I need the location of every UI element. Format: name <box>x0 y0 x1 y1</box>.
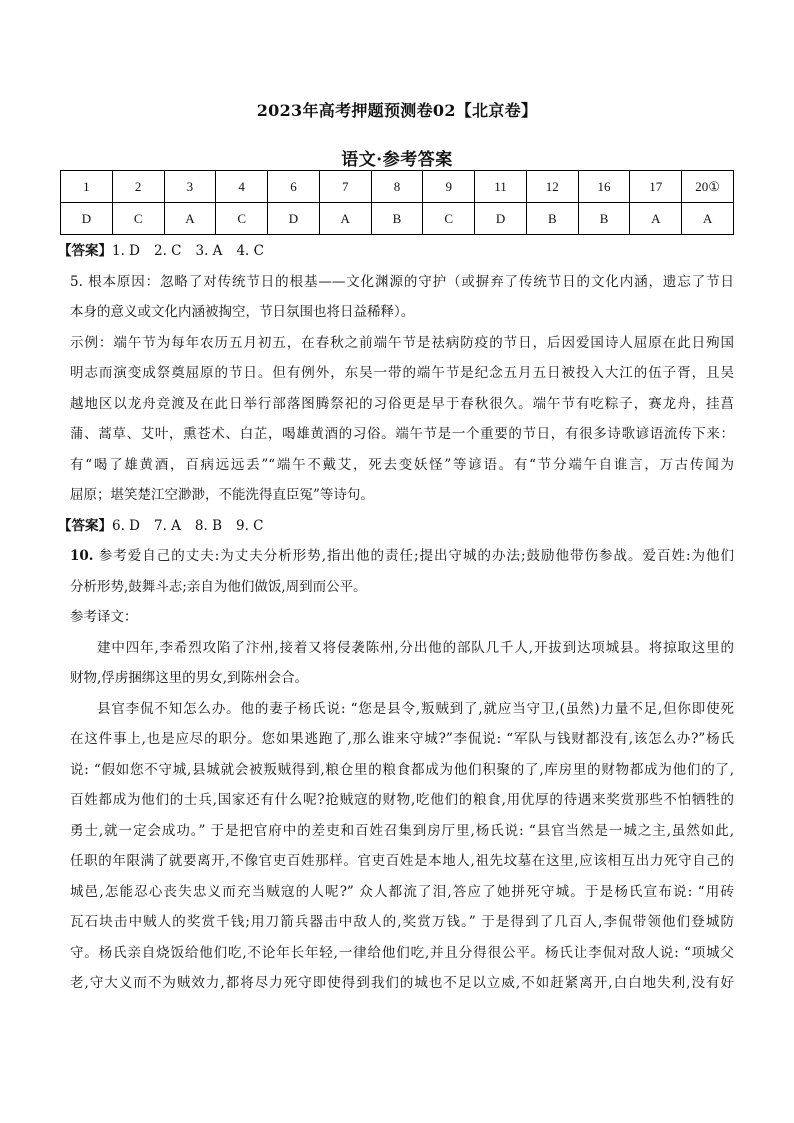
answer-item: 9. C <box>236 517 264 534</box>
question-number-cell: 11 <box>475 171 527 203</box>
example-line: 明志而演变成祭奠屈原的节日。但有例外，东吴一带的端午节是纪念五月五日被投入大江的伍子胥，且吴 <box>70 365 734 381</box>
q5-answer-line: 本身的意义或文化内涵被掏空，节日氛围也将日益稀释）。 <box>70 304 415 320</box>
question-number-cell: 4 <box>216 171 268 203</box>
question-number-cell: 17 <box>630 171 682 203</box>
answer-cell: A <box>682 203 734 235</box>
question-number-cell: 12 <box>526 171 578 203</box>
example-line: 越地区以龙舟竞渡及在此日举行部落图腾祭祀的习俗更是早于春秋很久。端午节有吃粽子，赛龙舟，挂菖 <box>70 395 734 412</box>
answer-cell: A <box>164 203 216 235</box>
answer-table <box>60 170 734 235</box>
answer-cell: A <box>630 203 682 235</box>
translation-line: 瓦石块击中贼人的奖赏千钱;用刀箭兵器击中敌人的,奖赏万钱。” 于是得到了几百人,李侃带领他们登城防 <box>70 914 734 930</box>
question-number-cell: 3 <box>164 171 216 203</box>
answer-cell: C <box>423 203 475 235</box>
example-line: 示例：端午节为每年农历五月初五，在春秋之前端午节是祛病防疫的节日，后因爱国诗人屈原在此日殉国 <box>70 334 734 351</box>
question-number-cell: 16 <box>578 171 630 203</box>
answer-cell: D <box>268 203 320 235</box>
question-number-cell: 9 <box>423 171 475 203</box>
question-number-row <box>61 171 734 203</box>
translation-line: 勇士,就一定会成功。” 于是把官府中的差吏和百姓召集到房厅里,杨氏说: “县官当然是一城之主,虽然如此, <box>70 822 734 839</box>
translation-line: 财物,俘虏捆绑这里的男女,到陈州会合。 <box>70 670 309 686</box>
answer-item: 8. B <box>194 517 223 534</box>
answer-line-1-4 <box>58 236 734 267</box>
q10-answer-line: 分析形势,鼓舞斗志;亲自为他们做饭,周到而公平。 <box>70 578 367 595</box>
question-number-cell: 2 <box>112 171 164 203</box>
example-line: 蒲、蒿草、艾叶，熏苍术、白芷，喝雄黄酒的习俗。端午节是一个重要的节日，有很多诗歌谚语流传下来： <box>70 426 734 442</box>
answer-item: 6. D <box>112 517 140 534</box>
answer-item: 1. D <box>112 243 140 259</box>
answer-cell: A <box>319 203 371 235</box>
question-number-cell: 6 <box>268 171 320 203</box>
answer-cell: B <box>578 203 630 235</box>
question-number-cell: 1 <box>61 171 113 203</box>
example-line: 屈原；堪笑楚江空渺渺，不能洗得直臣冤”等诗句。 <box>70 487 374 503</box>
document-title: 2023年高考押题预测卷02【北京卷】 <box>256 101 538 120</box>
translation-line: 说: “假如您不守城,县城就会被叛贼得到,粮仓里的粮食都成为他们积聚的了,库房里的财物都成为他们的了, <box>70 761 734 778</box>
answer-label: 【答案】 <box>58 517 112 534</box>
answer-cell: B <box>371 203 423 235</box>
answer-cell: C <box>112 203 164 235</box>
question-number-cell: 20① <box>682 171 734 203</box>
translation-line: 在这件事上,也是应尽的职分。您如果逃跑了,那么谁来守城?”李侃说: “军队与钱财都没有,该怎么办?”杨氏 <box>70 731 734 747</box>
answer-line-6-9 <box>58 511 734 542</box>
example-line: 有“喝了雄黄酒，百病远远丢”“端午不戴艾，死去变妖怪”等谚语。有“节分端午自谁言，万古传闻为 <box>70 456 734 473</box>
q10-answer-line <box>70 541 734 572</box>
translation-line: 老,守大义而不为贼效力,都将尽力死守即使得到我们的城也不足以立威,不如赶紧离开,白白地失利,没有好 <box>70 975 734 991</box>
answer-item: 2. C <box>154 243 182 259</box>
answer-cell: D <box>475 203 527 235</box>
translation-line: 城邑,怎能忍心丧失忠义而充当贼寇的人呢?” 众人都流了泪,答应了她拼死守城。于是杨氏宣布说: “用砖 <box>70 883 734 900</box>
q10-number: 10. <box>70 548 94 564</box>
answer-body <box>58 236 734 999</box>
question-number-cell: 8 <box>371 171 423 203</box>
translation-label: 参考译文： <box>70 609 138 625</box>
translation-line: 守。杨氏亲自烧饭给他们吃,不论年长年轻,一律给他们吃,并且分得很公平。杨氏让李侃对敌人说: “项城父 <box>70 944 734 961</box>
translation-line: 百姓都成为他们的士兵,国家还有什么呢?抢贼寇的财物,吃他们的粮食,用优厚的待遇来奖赏那些不怕牺牲的 <box>70 792 734 808</box>
answer-item: 3. A <box>195 243 223 259</box>
translation-line: 建中四年,李希烈攻陷了汴州,接着又将侵袭陈州,分出他的部队几千人,开拔到达项城县。将掠取这里的 <box>97 639 734 656</box>
answer-row <box>61 203 734 235</box>
answer-cell: B <box>526 203 578 235</box>
translation-line: 县官李侃不知怎么办。他的妻子杨氏说: “您是县令,叛贼到了,就应当守卫,(虽然)力量不足,但你即使死 <box>97 700 734 717</box>
translation-line: 任职的年限满了就要离开,不像官吏百姓那样。官吏百姓是本地人,祖先坟墓在这里,应该相互出力死守自己的 <box>70 853 734 869</box>
answer-cell: C <box>216 203 268 235</box>
answer-label: 【答案】 <box>58 243 112 259</box>
answer-item: 7. A <box>154 517 181 534</box>
document-subtitle: 语文·参考答案 <box>341 150 453 170</box>
q10-answer-text: 参考爱自己的丈夫:为丈夫分析形势,指出他的责任;提出守城的办法;鼓励他带伤参战。爱百姓:为他们 <box>93 548 734 564</box>
answer-item: 4. C <box>236 243 264 259</box>
q5-answer-line: 5. 根本原因：忽略了对传统节日的根基——文化渊源的守护（或摒弃了传统节日的文化内涵，遗忘了节日 <box>70 273 734 290</box>
question-number-cell: 7 <box>319 171 371 203</box>
answer-cell: D <box>61 203 113 235</box>
